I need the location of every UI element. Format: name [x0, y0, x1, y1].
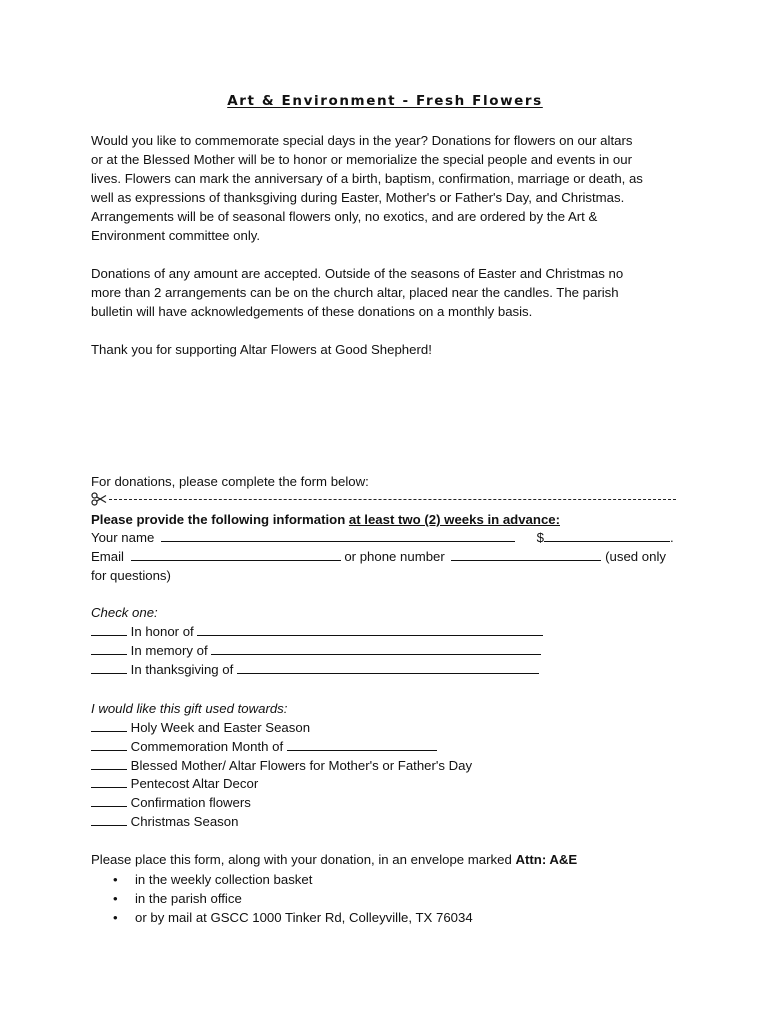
used-only-text: (used only [605, 549, 666, 564]
bullet-icon: • [113, 891, 118, 906]
name-row [91, 528, 674, 547]
list-item-text: or by mail at GSCC 1000 Tinker Rd, Colleyville, TX 76034 [135, 910, 473, 925]
thanksgiving-field[interactable] [237, 661, 539, 674]
memory-name-field[interactable] [211, 642, 541, 655]
gift-option-row [91, 812, 238, 831]
list-item [113, 870, 312, 889]
placement-text: Please place this form, along with your donation, in an envelope marked [91, 852, 516, 867]
check-option-label: In honor of [130, 624, 194, 639]
check-option-row [91, 660, 539, 679]
gift-option-row [91, 756, 472, 775]
gift-option-label: Holy Week and Easter Season [130, 720, 311, 735]
commemoration-month-field[interactable] [287, 738, 437, 751]
scissors-icon [91, 492, 107, 506]
gift-option-label: Pentecost Altar Decor [130, 776, 259, 791]
gift-option-row [91, 718, 310, 737]
page-title: Art & Environment - Fresh Flowers [227, 93, 543, 109]
gift-blank[interactable] [91, 794, 127, 807]
amount-field[interactable] [544, 529, 670, 542]
gift-blank[interactable] [91, 719, 127, 732]
gift-blank[interactable] [91, 738, 127, 751]
intro-paragraph-1: Would you like to commemorate special days in the year? Donations for flowers on our altars or at the Blessed Mother will be to honor or memorialize the special people and events in our lives. Flowers can mark the anniversary of a birth, baptism, confirmation, marriage or death, as well as expressions of thanksgiving during Easter, Mother's or Father's Day, and Christmas. Arrangements will be of seasonal flowers only, no exotics, and are ordered by the Art & Environment committee only. [91, 133, 643, 243]
bullet-icon: • [113, 910, 118, 925]
gift-heading: I would like this gift used towards: [91, 701, 288, 716]
dashed-cut-line [109, 499, 676, 500]
instruction-text: Please provide the following information [91, 512, 349, 527]
instruction-line [91, 510, 560, 529]
period: . [669, 530, 674, 545]
gift-option-row [91, 774, 258, 793]
gift-option-label: Blessed Mother/ Altar Flowers for Mother's or Father's Day [130, 758, 473, 773]
gift-option-label: Confirmation flowers [130, 795, 251, 810]
list-item [113, 889, 242, 908]
email-field[interactable] [131, 548, 341, 561]
check-one-heading: Check one: [91, 605, 158, 620]
list-item [113, 908, 473, 927]
check-blank-memory[interactable] [91, 642, 127, 655]
gift-option-label: Christmas Season [130, 814, 239, 829]
gift-blank[interactable] [91, 775, 127, 788]
attn-label: Attn: A&E [515, 852, 578, 867]
instruction-deadline: at least two (2) weeks in advance: [348, 512, 560, 527]
check-option-label: In thanksgiving of [130, 662, 234, 677]
check-option-label: In memory of [130, 643, 208, 658]
phone-field[interactable] [451, 548, 601, 561]
contact-row [91, 547, 666, 566]
gift-option-label: Commemoration Month of [130, 739, 284, 754]
gift-blank[interactable] [91, 757, 127, 770]
form-intro: For donations, please complete the form below: [91, 474, 369, 489]
placement-instructions [91, 850, 577, 869]
honor-name-field[interactable] [197, 623, 543, 636]
intro-paragraph-2: Donations of any amount are accepted. Outside of the seasons of Easter and Christmas no more than 2 arrangements can be on the church altar, placed near the candles. The parish bulletin will have acknowledgements of these donations on a monthly basis. [91, 266, 624, 319]
email-label: Email [91, 549, 124, 564]
check-option-row [91, 641, 541, 660]
gift-option-row [91, 737, 437, 756]
gift-option-row [91, 793, 251, 812]
check-blank-honor[interactable] [91, 623, 127, 636]
phone-label: or phone number [344, 549, 445, 564]
list-item-text: in the weekly collection basket [135, 872, 313, 887]
your-name-field[interactable] [161, 529, 515, 542]
for-questions-text: for questions) [91, 568, 171, 583]
gift-blank[interactable] [91, 813, 127, 826]
list-item-text: in the parish office [135, 891, 242, 906]
intro-paragraph-3: Thank you for supporting Altar Flowers at Good Shepherd! [91, 342, 432, 357]
check-blank-thanksgiving[interactable] [91, 661, 127, 674]
your-name-label: Your name [91, 530, 155, 545]
bullet-icon: • [113, 872, 118, 887]
dollar-label: $ [536, 530, 544, 545]
cut-line [91, 492, 676, 506]
check-option-row [91, 622, 543, 641]
